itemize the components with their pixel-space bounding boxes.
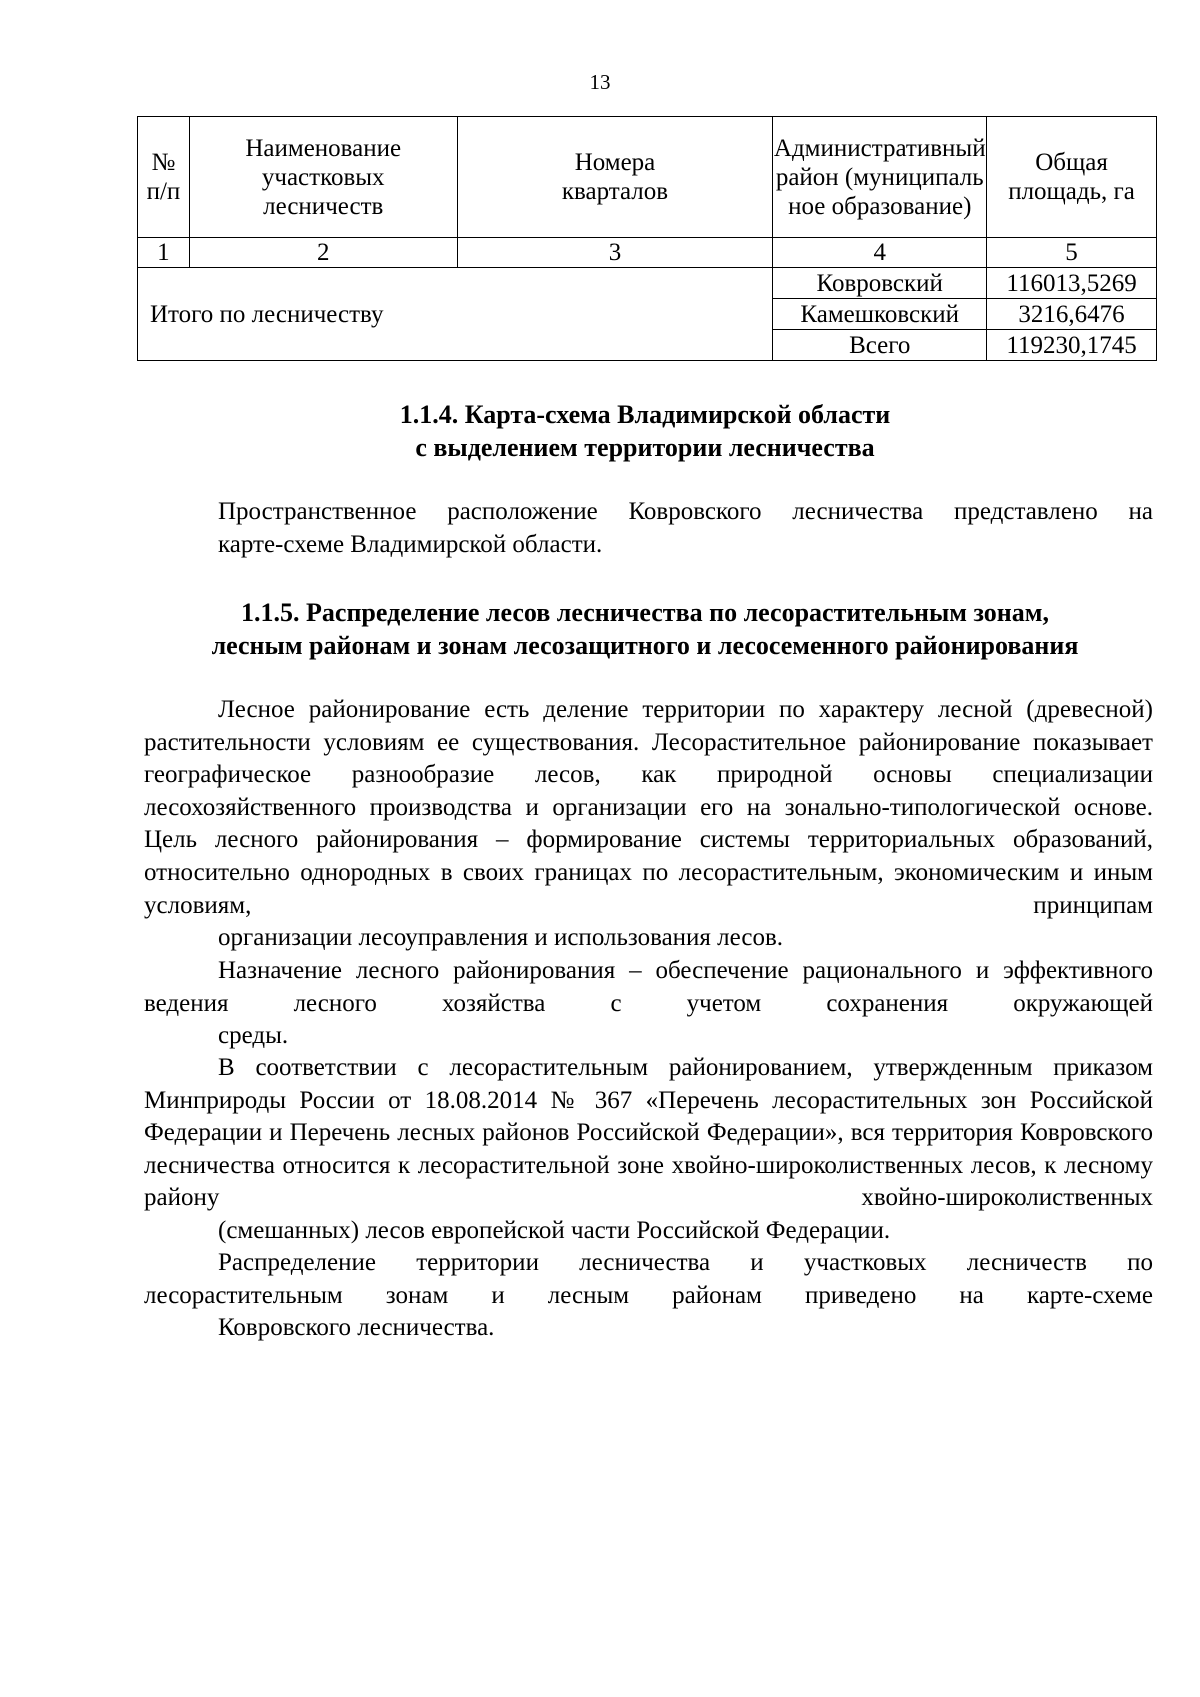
column-number: 5 [987, 238, 1157, 268]
paragraph-zoning-order [144, 1052, 1153, 1248]
area-cell: 119230,1745 [987, 330, 1157, 361]
paragraph-text: Пространственное расположение Ковровского лесничества представлено на [218, 498, 1153, 525]
header-number: № п/п [138, 117, 190, 238]
section-heading-1-1-4 [137, 398, 1153, 464]
table-column-numbers-row [138, 238, 1157, 268]
area-cell: 116013,5269 [987, 268, 1157, 299]
paragraph-text-last: карте-схеме Владимирской области. [218, 530, 603, 558]
paragraph-text-last: (смешанных) лесов европейской части Российской Федерации. [218, 1216, 891, 1244]
paragraph-zoning-purpose [144, 955, 1153, 1053]
paragraph-text-last: среды. [218, 1022, 289, 1050]
paragraph-text-last: Ковровского лесничества. [218, 1314, 495, 1342]
district-cell: Камешковский [773, 299, 987, 330]
column-number: 4 [773, 238, 987, 268]
header-subforestry-name: Наименование участковых лесничеств [189, 117, 457, 238]
header-quarter-numbers: Номера кварталов [457, 117, 773, 238]
column-number: 1 [138, 238, 190, 268]
district-cell: Ковровский [773, 268, 987, 299]
forestry-table [137, 116, 1157, 361]
paragraph-text: Назначение лесного районирования – обеспечение рационального и эффективного ведения лесного хозяйства с учетом сохранения окружающей [144, 957, 1153, 1017]
heading-line: лесным районам и зонам лесозащитного и лесосеменного районирования [211, 631, 1079, 660]
page-number: 13 [589, 70, 611, 94]
paragraph-text-last: организации лесоуправления и использования лесов. [218, 924, 784, 952]
paragraph-text: Лесное районирование есть деление территории по характеру лесной (древесной) растительности условиям ее существования. Лесорастительное районирование показывает географическое разнообразие лесов, как природной основы специализации лесохозяйственного производства и организации его на зонально-типологической основе. Цель лесного районирования – формирование системы территориальных образований, относительно однородных в своих границах по лесорастительным, экономическим и иным условиям, принципам [144, 696, 1153, 919]
section-heading-1-1-5 [137, 596, 1153, 662]
header-total-area: Общая площадь, га [987, 117, 1157, 238]
area-cell: 3216,6476 [987, 299, 1157, 330]
column-number: 2 [189, 238, 457, 268]
heading-line: с выделением территории лесничества [415, 433, 875, 462]
header-admin-district: Административный район (муниципальное образование) [773, 117, 987, 238]
heading-line: 1.1.5. Распределение лесов лесничества по лесорастительным зонам, [241, 598, 1049, 627]
column-number: 3 [457, 238, 773, 268]
paragraph-zoning-distribution [144, 1247, 1153, 1345]
heading-line: 1.1.4. Карта-схема Владимирской области [399, 400, 891, 429]
table-header-row [138, 117, 1157, 238]
paragraph-text: В соответствии с лесорастительным районированием, утвержденным приказом Минприроды России от 18.08.2014 № 367 «Перечень лесорастительных зон Российской Федерации и Перечень лесных районов Российской Федерации», вся территория Ковровского лесничества относится к лесорастительной зоне хвойно-широколиственных лесов, к лесному району хвойно-широколиственных [144, 1054, 1153, 1212]
paragraph-map-location [144, 496, 1153, 561]
table-row [138, 268, 1157, 299]
total-label: Итого по лесничеству [138, 268, 773, 361]
paragraph-zoning-definition [144, 694, 1153, 955]
paragraph-text: Распределение территории лесничества и участковых лесничеств по лесорастительным зонам и лесным районам приведено на карте-схеме [144, 1249, 1153, 1309]
district-cell: Всего [773, 330, 987, 361]
